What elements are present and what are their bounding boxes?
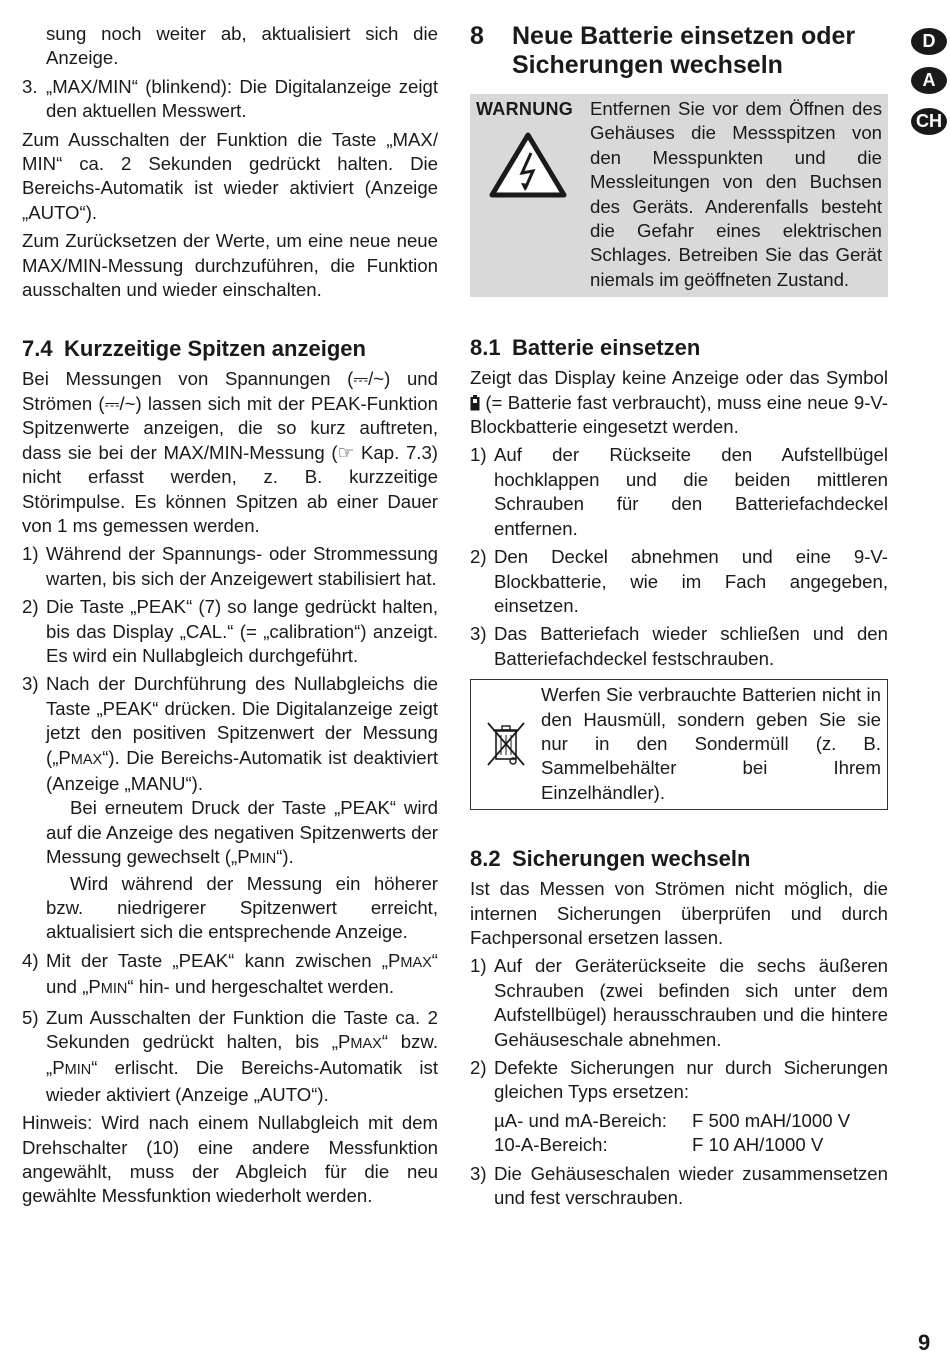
list-item: 4) Mit der Taste „PEAK“ kann zwischen „PMAX“ und „PMIN“ hin- und hergeschaltet werden. bbox=[22, 949, 438, 998]
language-badge-d: D bbox=[911, 28, 947, 55]
battery-icon bbox=[470, 395, 480, 411]
disposal-box bbox=[470, 679, 888, 810]
section-heading-8: 8 Neue Batterie einsetzen oder Sicherungen wechseln bbox=[470, 22, 856, 79]
section-heading-8-1: 8.1 Batterie einsetzen bbox=[470, 335, 701, 361]
paragraph: Zeigt das Display keine Anzeige oder das Symbol (= Batterie fast verbraucht), muss eine neue 9-V-Blockbatterie eingesetzt werden. bbox=[470, 367, 889, 438]
section-heading-7-4: 7.4 Kurzzeitige Spitzen anzeigen bbox=[22, 336, 366, 362]
paragraph: Ist das Messen von Strömen nicht möglich, die internen Sicherungen überprüfen und durch Fachpersonal ersetzen lassen. bbox=[470, 878, 888, 948]
right-column bbox=[470, 22, 888, 1214]
paragraph: Zum Ausschalten der Funktion die Taste „MAX/ MIN“ ca. 2 Sekunden gedrückt halten. Die Bereichs-Automatik ist wieder aktiviert (Anzeige „AUTO“). bbox=[22, 128, 438, 223]
electric-hazard-icon bbox=[488, 131, 568, 199]
section-heading-8-2: 8.2 Sicherungen wechseln bbox=[470, 846, 751, 872]
list-item: 3) Das Batteriefach wieder schließen und den Batteriefachdeckel festschrauben. bbox=[470, 623, 888, 669]
warning-text: Entfernen Sie vor dem Öffnen des Gehäuses die Messspitzen von den Messpunkten und die Messleitungen von den Buchsen des Geräts. Anderenfalls besteht die Gefahr eines elektrischen Schlages. Betreiben Sie das Gerät niemals im geöffneten Zustand. bbox=[590, 98, 882, 290]
list-item: 2) Defekte Sicherungen nur durch Sicherungen gleichen Typs ersetzen: bbox=[470, 1057, 888, 1103]
list-item: 2) Den Deckel abnehmen und eine 9-V-Blockbatterie, wie im Fach angegeben, einsetzen. bbox=[470, 546, 888, 616]
list-item: 1) Auf der Geräterückseite die sechs äußeren Schrauben (zwei befinden sich unter dem Aufstellbügel) herausschrauben und die hintere Gehäuseschale abnehmen. bbox=[470, 955, 888, 1050]
warning-box bbox=[470, 94, 888, 297]
list-item: 2) Die Taste „PEAK“ (7) so lange gedrückt halten, bis das Display „CAL.“ (= „calibration“) anzeigt. Es wird ein Nullabgleich durchgeführt. bbox=[22, 596, 438, 666]
left-column bbox=[22, 22, 438, 1213]
fuse-range: µA- und mA-Bereich: bbox=[494, 1109, 667, 1131]
list-item: 5) Zum Ausschalten der Funktion die Taste ca. 2 Sekunden gedrückt halten, bis „PMAX“ bzw. „PMIN“ erlischt. Die Bereichs-Automatik ist wieder aktiviert (Anzeige „AUTO“). bbox=[22, 1006, 438, 1105]
fuse-value: F 500 mAH/1000 V bbox=[692, 1109, 851, 1131]
list-item: 1) Auf der Rückseite den Aufstellbügel hochklappen und die beiden mittleren Schrauben für den Batteriefachdeckel entfernen. bbox=[470, 444, 888, 539]
crossed-bin-icon bbox=[484, 719, 528, 769]
paragraph: Zum Zurücksetzen der Werte, um eine neue neue MAX/MIN-Messung durchzuführen, die Funktion ausschalten und wieder einschalten. bbox=[22, 230, 438, 301]
note: Hinweis: Wird nach einem Nullabgleich mit dem Drehschalter (10) eine andere Messfunktion angewählt, muss der Abgleich für die neu gewählte Messfunktion wiederholt werden. bbox=[22, 1112, 438, 1207]
warning-label: WARNUNG bbox=[476, 99, 574, 119]
list-item: 3. „MAX/MIN“ (blinkend): Die Digitalanzeige zeigt den aktuellen Messwert. bbox=[22, 75, 438, 122]
fuse-range: 10-A-Bereich: bbox=[494, 1134, 608, 1156]
list-item: 3) Die Gehäuseschalen wieder zusammensetzen und fest verschrauben. bbox=[470, 1162, 888, 1209]
list-item: 3) Nach der Durchführung des Nullabgleichs die Taste „PEAK“ drücken. Die Digitalanzeige zeigt jetzt den positiven Spitzenwert der Messung („PMAX“). Die Bereichs-Automatik ist deaktiviert (Anzeige „MANU“). Bei erneutem Druck der Taste „PEAK“ wird auf die Anzeige des negativen Spitzenwerts der Messung gewechselt („PMIN“). Wird während der Messung ein höherer bzw. niedrigerer Spitzenwert erreicht, aktualisiert sich die entsprechende Anzeige. bbox=[22, 673, 438, 943]
paragraph: Bei Messungen von Spannungen (⎓/~) und Strömen (⎓/~) lassen sich mit der PEAK-Funktion Spitzenwerte anzeigen, die so kurz auftreten, dass sie bei der MAX/MIN-Messung (☞ Kap. 7.3) nicht erfasst werden, z. B. kurzzeitige Störimpulse. Es können Spitzen ab einer Dauer von 1 ms gemessen werden. bbox=[22, 368, 438, 536]
list-item: 1) Während der Spannungs- oder Strommessung warten, bis sich der Anzeigewert stabilisiert hat. bbox=[22, 543, 438, 589]
language-badge-a: A bbox=[911, 67, 947, 94]
fuse-table bbox=[470, 1109, 888, 1158]
page-number: 9 bbox=[918, 1330, 931, 1355]
disposal-text: Werfen Sie verbrauchte Batterien nicht in den Hausmüll, sondern geben Sie sie nur in den Sondermüll (z. B. Sammelbehälter bei Ihrem Einzelhändler). bbox=[541, 684, 881, 803]
fuse-value: F 10 AH/1000 V bbox=[692, 1134, 824, 1156]
language-badge-ch: CH bbox=[911, 108, 947, 135]
paragraph-continuation: sung noch weiter ab, aktualisiert sich die Anzeige. bbox=[46, 23, 438, 69]
